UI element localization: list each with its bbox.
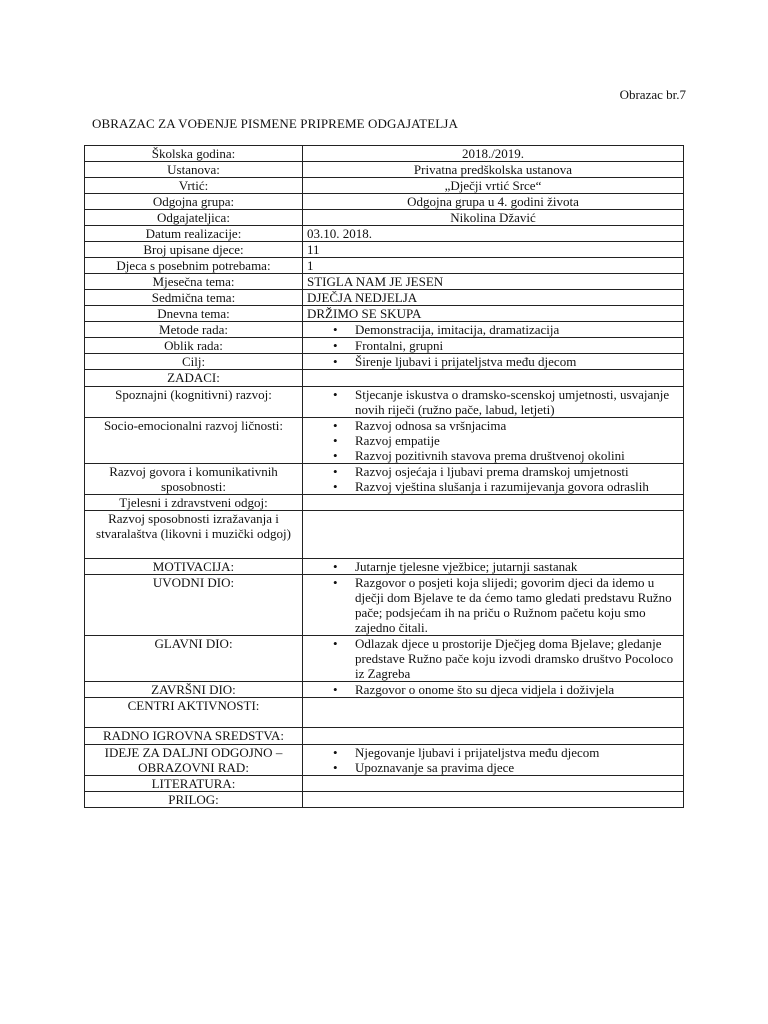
row-label: Odgojna grupa: <box>85 194 303 210</box>
bullet-item: • Upoznavanje sa pravima djece <box>307 760 679 775</box>
bullet-list <box>307 745 679 775</box>
row-label: Oblik rada: <box>85 338 303 354</box>
form-row <box>85 210 684 226</box>
row-value: 03.10. 2018. <box>303 226 684 242</box>
row-label: Broj upisane djece: <box>85 242 303 258</box>
row-value <box>303 495 684 511</box>
form-row <box>85 636 684 682</box>
form-row <box>85 370 684 387</box>
bullet-item: • Razvoj vještina slušanja i razumijevanja govora odraslih <box>307 479 679 494</box>
form-row <box>85 495 684 511</box>
form-row <box>85 776 684 792</box>
row-label: ZAVRŠNI DIO: <box>85 682 303 698</box>
row-value <box>303 354 684 370</box>
row-label: Spoznajni (kognitivni) razvoj: <box>85 387 303 418</box>
form-row <box>85 274 684 290</box>
form-row <box>85 258 684 274</box>
row-label: Cilj: <box>85 354 303 370</box>
form-row <box>85 338 684 354</box>
row-value: 11 <box>303 242 684 258</box>
bullet-list <box>307 418 679 463</box>
bullet-list <box>307 559 679 574</box>
row-label: Odgajateljica: <box>85 210 303 226</box>
bullet-list <box>307 387 679 417</box>
row-value <box>303 575 684 636</box>
bullet-item: • Razvoj pozitivnih stavova prema društvenoj okolini <box>307 448 679 463</box>
row-value <box>303 418 684 464</box>
row-label: Školska godina: <box>85 146 303 162</box>
bullet-list <box>307 464 679 494</box>
row-label: ZADACI: <box>85 370 303 387</box>
bullet-item: • Frontalni, grupni <box>307 338 679 353</box>
document-title: OBRAZAC ZA VOĐENJE PISMENE PRIPREME ODGAJATELJA <box>92 116 458 131</box>
row-value: Privatna predškolska ustanova <box>303 162 684 178</box>
row-label: Razvoj sposobnosti izražavanja i stvaralaštva (likovni i muzički odgoj) <box>85 511 303 559</box>
row-label: Dnevna tema: <box>85 306 303 322</box>
row-value <box>303 682 684 698</box>
preparation-form-table <box>84 145 684 808</box>
row-value: Nikolina Džavić <box>303 210 684 226</box>
bullet-item: • Jutarnje tjelesne vježbice; jutarnji sastanak <box>307 559 679 574</box>
form-row <box>85 194 684 210</box>
row-label: MOTIVACIJA: <box>85 559 303 575</box>
row-value <box>303 745 684 776</box>
row-label: Sedmična tema: <box>85 290 303 306</box>
bullet-item: • Razvoj odnosa sa vršnjacima <box>307 418 679 433</box>
row-value <box>303 322 684 338</box>
bullet-list <box>307 322 679 337</box>
bullet-item: • Razgovor o posjeti koja slijedi; govorim djeci da idemo u dječji dom Bjelave te da ćemo tamo gledati predstavu Ružno pače; podsjećam ih na priču o Ružnom pačetu koju smo zajedno čitali. <box>307 575 679 635</box>
row-value <box>303 559 684 575</box>
bullet-list <box>307 682 679 697</box>
row-label: Tjelesni i zdravstveni odgoj: <box>85 495 303 511</box>
bullet-item: • Širenje ljubavi i prijateljstva među djecom <box>307 354 679 369</box>
form-row <box>85 354 684 370</box>
form-row <box>85 387 684 418</box>
row-label: Djeca s posebnim potrebama: <box>85 258 303 274</box>
row-value: „Dječji vrtić Srce“ <box>303 178 684 194</box>
form-row <box>85 146 684 162</box>
form-row <box>85 728 684 745</box>
bullet-item: • Stjecanje iskustva o dramsko-scenskoj umjetnosti, usvajanje novih riječi (ružno pače, labud, letjeti) <box>307 387 679 417</box>
form-row <box>85 418 684 464</box>
row-label: Socio-emocionalni razvoj ličnosti: <box>85 418 303 464</box>
row-value <box>303 792 684 808</box>
row-value <box>303 636 684 682</box>
row-value <box>303 698 684 728</box>
form-row <box>85 698 684 728</box>
row-label: Datum realizacije: <box>85 226 303 242</box>
form-row <box>85 290 684 306</box>
form-row <box>85 242 684 258</box>
bullet-list <box>307 575 679 635</box>
form-row <box>85 162 684 178</box>
row-label: RADNO IGROVNA SREDSTVA: <box>85 728 303 745</box>
form-row <box>85 792 684 808</box>
row-value: 2018./2019. <box>303 146 684 162</box>
row-label: UVODNI DIO: <box>85 575 303 636</box>
form-row <box>85 745 684 776</box>
row-label: PRILOG: <box>85 792 303 808</box>
bullet-item: • Razvoj empatije <box>307 433 679 448</box>
row-value <box>303 370 684 387</box>
bullet-item: • Odlazak djece u prostorije Dječjeg doma Bjelave; gledanje predstave Ružno pače koju izvodi dramsko društvo Pocoloco iz Zagreba <box>307 636 679 681</box>
row-value: DRŽIMO SE SKUPA <box>303 306 684 322</box>
row-label: Ustanova: <box>85 162 303 178</box>
form-row <box>85 226 684 242</box>
bullet-item: • Razvoj osjećaja i ljubavi prema dramskoj umjetnosti <box>307 464 679 479</box>
row-label: Razvoj govora i komunikativnih sposobnosti: <box>85 464 303 495</box>
bullet-item: • Razgovor o onome što su djeca vidjela i doživjela <box>307 682 679 697</box>
row-value <box>303 464 684 495</box>
row-label: Metode rada: <box>85 322 303 338</box>
row-value: DJEČJA NEDJELJA <box>303 290 684 306</box>
form-row <box>85 682 684 698</box>
form-row <box>85 322 684 338</box>
row-label: Mjesečna tema: <box>85 274 303 290</box>
row-label: LITERATURA: <box>85 776 303 792</box>
row-label: IDEJE ZA DALJNI ODGOJNO – OBRAZOVNI RAD: <box>85 745 303 776</box>
row-value <box>303 387 684 418</box>
row-value <box>303 511 684 559</box>
row-value: 1 <box>303 258 684 274</box>
form-row <box>85 464 684 495</box>
bullet-list <box>307 338 679 353</box>
form-row <box>85 575 684 636</box>
row-value <box>303 728 684 745</box>
form-row <box>85 511 684 559</box>
row-value <box>303 338 684 354</box>
row-value: Odgojna grupa u 4. godini života <box>303 194 684 210</box>
bullet-list <box>307 354 679 369</box>
form-row <box>85 559 684 575</box>
form-row <box>85 178 684 194</box>
row-label: CENTRI AKTIVNOSTI: <box>85 698 303 728</box>
row-label: GLAVNI DIO: <box>85 636 303 682</box>
bullet-list <box>307 636 679 681</box>
bullet-item: • Demonstracija, imitacija, dramatizacija <box>307 322 679 337</box>
row-value <box>303 776 684 792</box>
form-row <box>85 306 684 322</box>
row-value: STIGLA NAM JE JESEN <box>303 274 684 290</box>
bullet-item: • Njegovanje ljubavi i prijateljstva među djecom <box>307 745 679 760</box>
form-number: Obrazac br.7 <box>619 87 686 102</box>
row-label: Vrtić: <box>85 178 303 194</box>
